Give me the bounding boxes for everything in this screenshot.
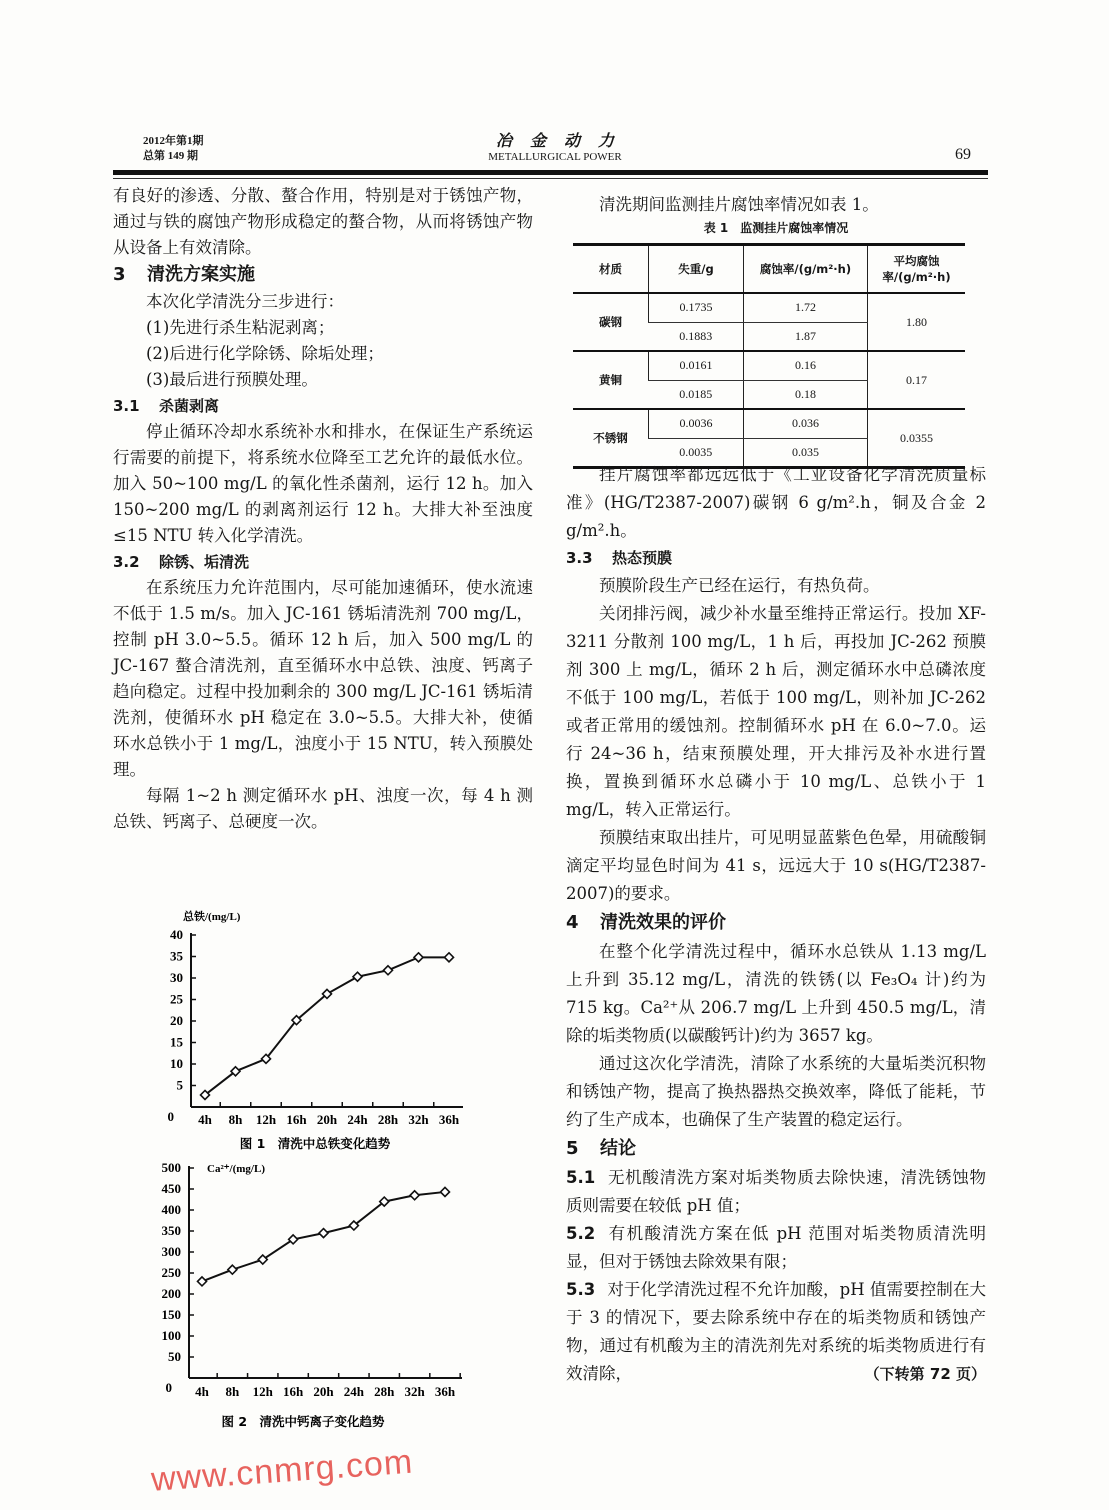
item-number: 5.2 (566, 1224, 596, 1243)
journal-title-cn: 冶金动力 (495, 131, 632, 150)
chart2-y-tick-label: 500 (161, 1160, 181, 1175)
section-number: 3.2 (113, 553, 140, 571)
chart1-x-tick-label: 24h (347, 1112, 368, 1127)
chart2-data-point-diamond (228, 1265, 237, 1274)
paragraph: 有良好的渗透、分散、螯合作用，特别是对于锈蚀产物，通过与铁的腐蚀产物形成稳定的螯合物，从而将锈蚀产物从设备上有效清除。 (113, 186, 533, 257)
section-number: 3.1 (113, 397, 140, 415)
weight-loss-cell: 0.1735 (649, 293, 744, 322)
continued-on-page: （下转第 72 页） (864, 1365, 986, 1383)
chart2-y-tick-label: 0 (165, 1380, 172, 1395)
chart2-y-tick-label: 100 (161, 1328, 181, 1343)
chart1-data-point-diamond (353, 972, 362, 981)
chart2-data-point-diamond (410, 1191, 419, 1200)
chart1-y-tick-label: 35 (170, 948, 183, 964)
paragraph: 在整个化学清洗过程中，循环水总铁从 1.13 mg/L 上升到 35.12 mg/L，清洗的铁锈(以 Fe₃O₄ 计)约为 715 kg。Ca²⁺从 206.7 mg/L 上升到 450.5 mg/L，清除的垢类物质(以碳酸钙计)约为 3657 kg。 (566, 942, 986, 1045)
page-number: 69 (955, 146, 971, 163)
average-rate-cell: 0.0355 (868, 409, 966, 468)
weight-loss-cell: 0.0035 (649, 438, 744, 468)
item-text: 有机酸清洗方案在低 pH 范围对垢类物质清洗明显，但对于锈蚀去除效果有限； (566, 1224, 986, 1271)
weight-loss-cell: 0.0036 (649, 409, 744, 438)
chart1-x-tick-label: 36h (438, 1112, 460, 1127)
section-title: 清洗方案实施 (147, 264, 255, 285)
list-item: (1)先进行杀生粘泥剥离； (146, 318, 335, 337)
chart1-y-axis-label: 总铁/(mg/L) (183, 911, 241, 923)
watermark: www.cnmrg.com (149, 1442, 415, 1499)
corrosion-rate-cell: 1.87 (744, 322, 868, 351)
average-rate-cell: 0.17 (868, 351, 966, 409)
paragraph: 预膜结束取出挂片，可见明显蓝紫色色晕，用硫酸铜滴定平均显色时间为 41 s，远远大于 10 s(HG/T2387-2007)的要求。 (566, 828, 986, 903)
paragraph: 挂片腐蚀率都远远低于《工业设备化学清洗质量标准》(HG/T2387-2007)碳钢 6 g/m².h，铜及合金 2 g/m².h。 (566, 465, 986, 540)
chart2-x-tick-label: 12h (252, 1384, 273, 1399)
section-title: 热态预膜 (612, 549, 673, 567)
chart2-x-tick-label: 32h (404, 1384, 425, 1399)
chart1-x-tick-label: 4h (198, 1112, 212, 1127)
chart1-x-tick-label: 20h (316, 1112, 338, 1127)
chart1-y-tick-label: 40 (170, 927, 183, 942)
chart1-x-tick-label: 12h (255, 1112, 277, 1127)
paragraph: 每隔 1~2 h 测定循环水 pH、浊度一次，每 4 h 测总铁、钙离子、总硬度一次。 (113, 786, 533, 831)
chart2-data-point-diamond (198, 1277, 207, 1286)
item-text: 无机酸清洗方案对垢类物质去除快速，清洗锈蚀物质则需要在较低 pH 值； (566, 1168, 986, 1215)
chart1-x-tick-label: 8h (228, 1112, 243, 1127)
chart2-x-tick-label: 4h (195, 1384, 209, 1399)
chart2-y-tick-label: 450 (161, 1181, 181, 1196)
corrosion-rate-cell: 1.72 (744, 293, 868, 322)
section-number: 5 (566, 1138, 579, 1159)
chart1-x-tick-label: 32h (408, 1112, 429, 1127)
figures (0, 30, 1109, 1510)
paragraph: 在系统压力允许范围内，尽可能加速循环，使水流速不低于 1.5 m/s。加入 JC-161 锈垢清洗剂 700 mg/L，控制 pH 3.0~5.5。循环 12 h 后，加入 500 mg/L 的 JC-167 螯合清洗剂，直至循环水中总铁、浊度、钙离子趋向稳定。过程中投加剩余的 300 mg/L JC-161 锈垢清洗剂，使循环水 pH 稳定在 3.0~5.5。大排大补，使循环水总铁小于 1 mg/L，浊度小于 15 NTU，转入预膜处理。 (113, 578, 533, 779)
list-item: (2)后进行化学除锈、除垢处理； (146, 344, 384, 363)
weight-loss-cell: 0.0185 (649, 380, 744, 409)
column-header: 失重/g (649, 245, 744, 294)
corrosion-rate-cell: 0.18 (744, 380, 868, 409)
chart1-y-tick-label: 0 (167, 1109, 174, 1124)
material-cell: 碳钢 (573, 293, 649, 351)
column-header: 腐蚀率/(g/m²·h) (744, 245, 868, 294)
chart1-y-tick-label: 15 (170, 1034, 183, 1050)
chart2-y-axis-label: Ca²⁺/(mg/L) (207, 1163, 265, 1175)
chart2-x-tick-label: 16h (283, 1384, 304, 1399)
paragraph: 本次化学清洗分三步进行： (146, 292, 344, 311)
chart2-y-tick-label: 250 (161, 1265, 181, 1280)
corrosion-rate-cell: 0.036 (744, 409, 868, 438)
chart2-y-tick-label: 400 (161, 1202, 181, 1217)
total-issue-number: 总第 149 期 (143, 150, 198, 162)
chart2-x-tick-label: 20h (313, 1384, 334, 1399)
chart1-data-point-diamond (384, 966, 393, 975)
paragraph: 通过这次化学清洗，清除了水系统的大量垢类沉积物和锈蚀产物，提高了换热器热交换效率，降低了能耗，节约了生产成本，也确保了生产装置的稳定运行。 (566, 1054, 986, 1129)
chart1-y-tick-label: 25 (170, 991, 183, 1007)
chart2-y-tick-label: 150 (161, 1307, 181, 1322)
table-caption: 表 1 监测挂片腐蚀率情况 (703, 221, 849, 235)
chart2-x-tick-label: 36h (434, 1384, 456, 1399)
paragraph: 清洗期间监测挂片腐蚀率情况如表 1。 (599, 195, 879, 214)
section-title: 杀菌剥离 (159, 397, 220, 415)
chart2-x-tick-label: 28h (374, 1384, 395, 1399)
chart1-y-tick-label: 30 (170, 970, 183, 985)
chart1-caption: 图 1 清洗中总铁变化趋势 (239, 1136, 391, 1151)
chart2-y-tick-label: 200 (161, 1286, 181, 1301)
chart1-y-tick-label: 5 (176, 1077, 183, 1093)
issue-number: 2012年第1期 (143, 135, 204, 147)
column-header: 平均腐蚀率/(g/m²·h) (868, 245, 966, 294)
chart1-data-point-diamond (414, 953, 423, 962)
chart1-x-tick-label: 16h (286, 1112, 307, 1127)
section-title: 清洗效果的评价 (600, 912, 726, 933)
section-number: 3.3 (566, 549, 593, 567)
chart2-data-point-diamond (441, 1187, 450, 1196)
journal-title-en: METALLURGICAL POWER (488, 151, 622, 163)
chart2-x-tick-label: 24h (343, 1384, 364, 1399)
chart2-y-tick-label: 300 (161, 1244, 181, 1259)
item-number: 5.3 (566, 1280, 596, 1299)
section-title: 结论 (600, 1138, 636, 1159)
chart1-y-tick-label: 10 (170, 1056, 183, 1071)
weight-loss-cell: 0.0161 (649, 351, 744, 380)
chart1-data-point-diamond (445, 953, 454, 962)
paragraph: 停止循环冷却水系统补水和排水，在保证生产系统运行需要的前提下，将系统水位降至工艺允许的最低水位。加入 50~100 mg/L 的氧化性杀菌剂，运行 12 h。加入 150~200 mg/L 的剥离剂运行 12 h。大排大补至浊度≤15 NTU 转入化学清洗。 (113, 422, 533, 545)
chart2-y-tick-label: 350 (161, 1223, 181, 1238)
section-number: 3 (113, 264, 126, 285)
chart1-series-line (205, 957, 449, 1095)
corrosion-rate-cell: 0.035 (744, 438, 868, 468)
item-text: 对于化学清洗过程不允许加酸，pH 值需要控制在大于 3 的情况下，要去除系统中存在的垢类物质和锈蚀产物，通过有机酸为主的清洗剂先对系统的垢类物质进行有效清除， (566, 1280, 986, 1383)
material-cell: 不锈钢 (573, 409, 649, 468)
average-rate-cell: 1.80 (868, 293, 966, 351)
list-item: (3)最后进行预膜处理。 (146, 370, 318, 389)
paragraph: 预膜阶段生产已经在运行，有热负荷。 (599, 576, 880, 595)
chart2-x-tick-label: 8h (225, 1384, 240, 1399)
material-cell: 黄铜 (573, 351, 649, 409)
section-number: 4 (566, 912, 579, 933)
corrosion-rate-cell: 0.16 (744, 351, 868, 380)
section-title: 除锈、垢清洗 (159, 553, 250, 571)
chart1-y-tick-label: 20 (170, 1013, 183, 1028)
paragraph: 关闭排污阀，减少补水量至维持正常运行。投加 XF-3211 分散剂 100 mg/L，1 h 后，再投加 JC-262 预膜剂 300 上 mg/L，循环 2 h 后，测定循环水中总磷浓度不低于 100 mg/L，若低于 100 mg/L，则补加 JC-262 或者正常用的缓蚀剂。控制循环水 pH 在 6.0~7.0。运行 24~36 h，结束预膜处理，开大排污及补水进行置换，置换到循环水总磷小于 10 mg/L、总铁小于 1 mg/L，转入正常运行。 (566, 604, 986, 819)
chart2-caption: 图 2 清洗中钙离子变化趋势 (221, 1414, 385, 1429)
column-header: 材质 (573, 245, 649, 294)
chart2-y-tick-label: 50 (168, 1349, 181, 1364)
item-number: 5.1 (566, 1168, 596, 1187)
chart1-x-tick-label: 28h (377, 1112, 399, 1127)
chart2-data-point-diamond (319, 1229, 328, 1238)
weight-loss-cell: 0.1883 (649, 322, 744, 351)
